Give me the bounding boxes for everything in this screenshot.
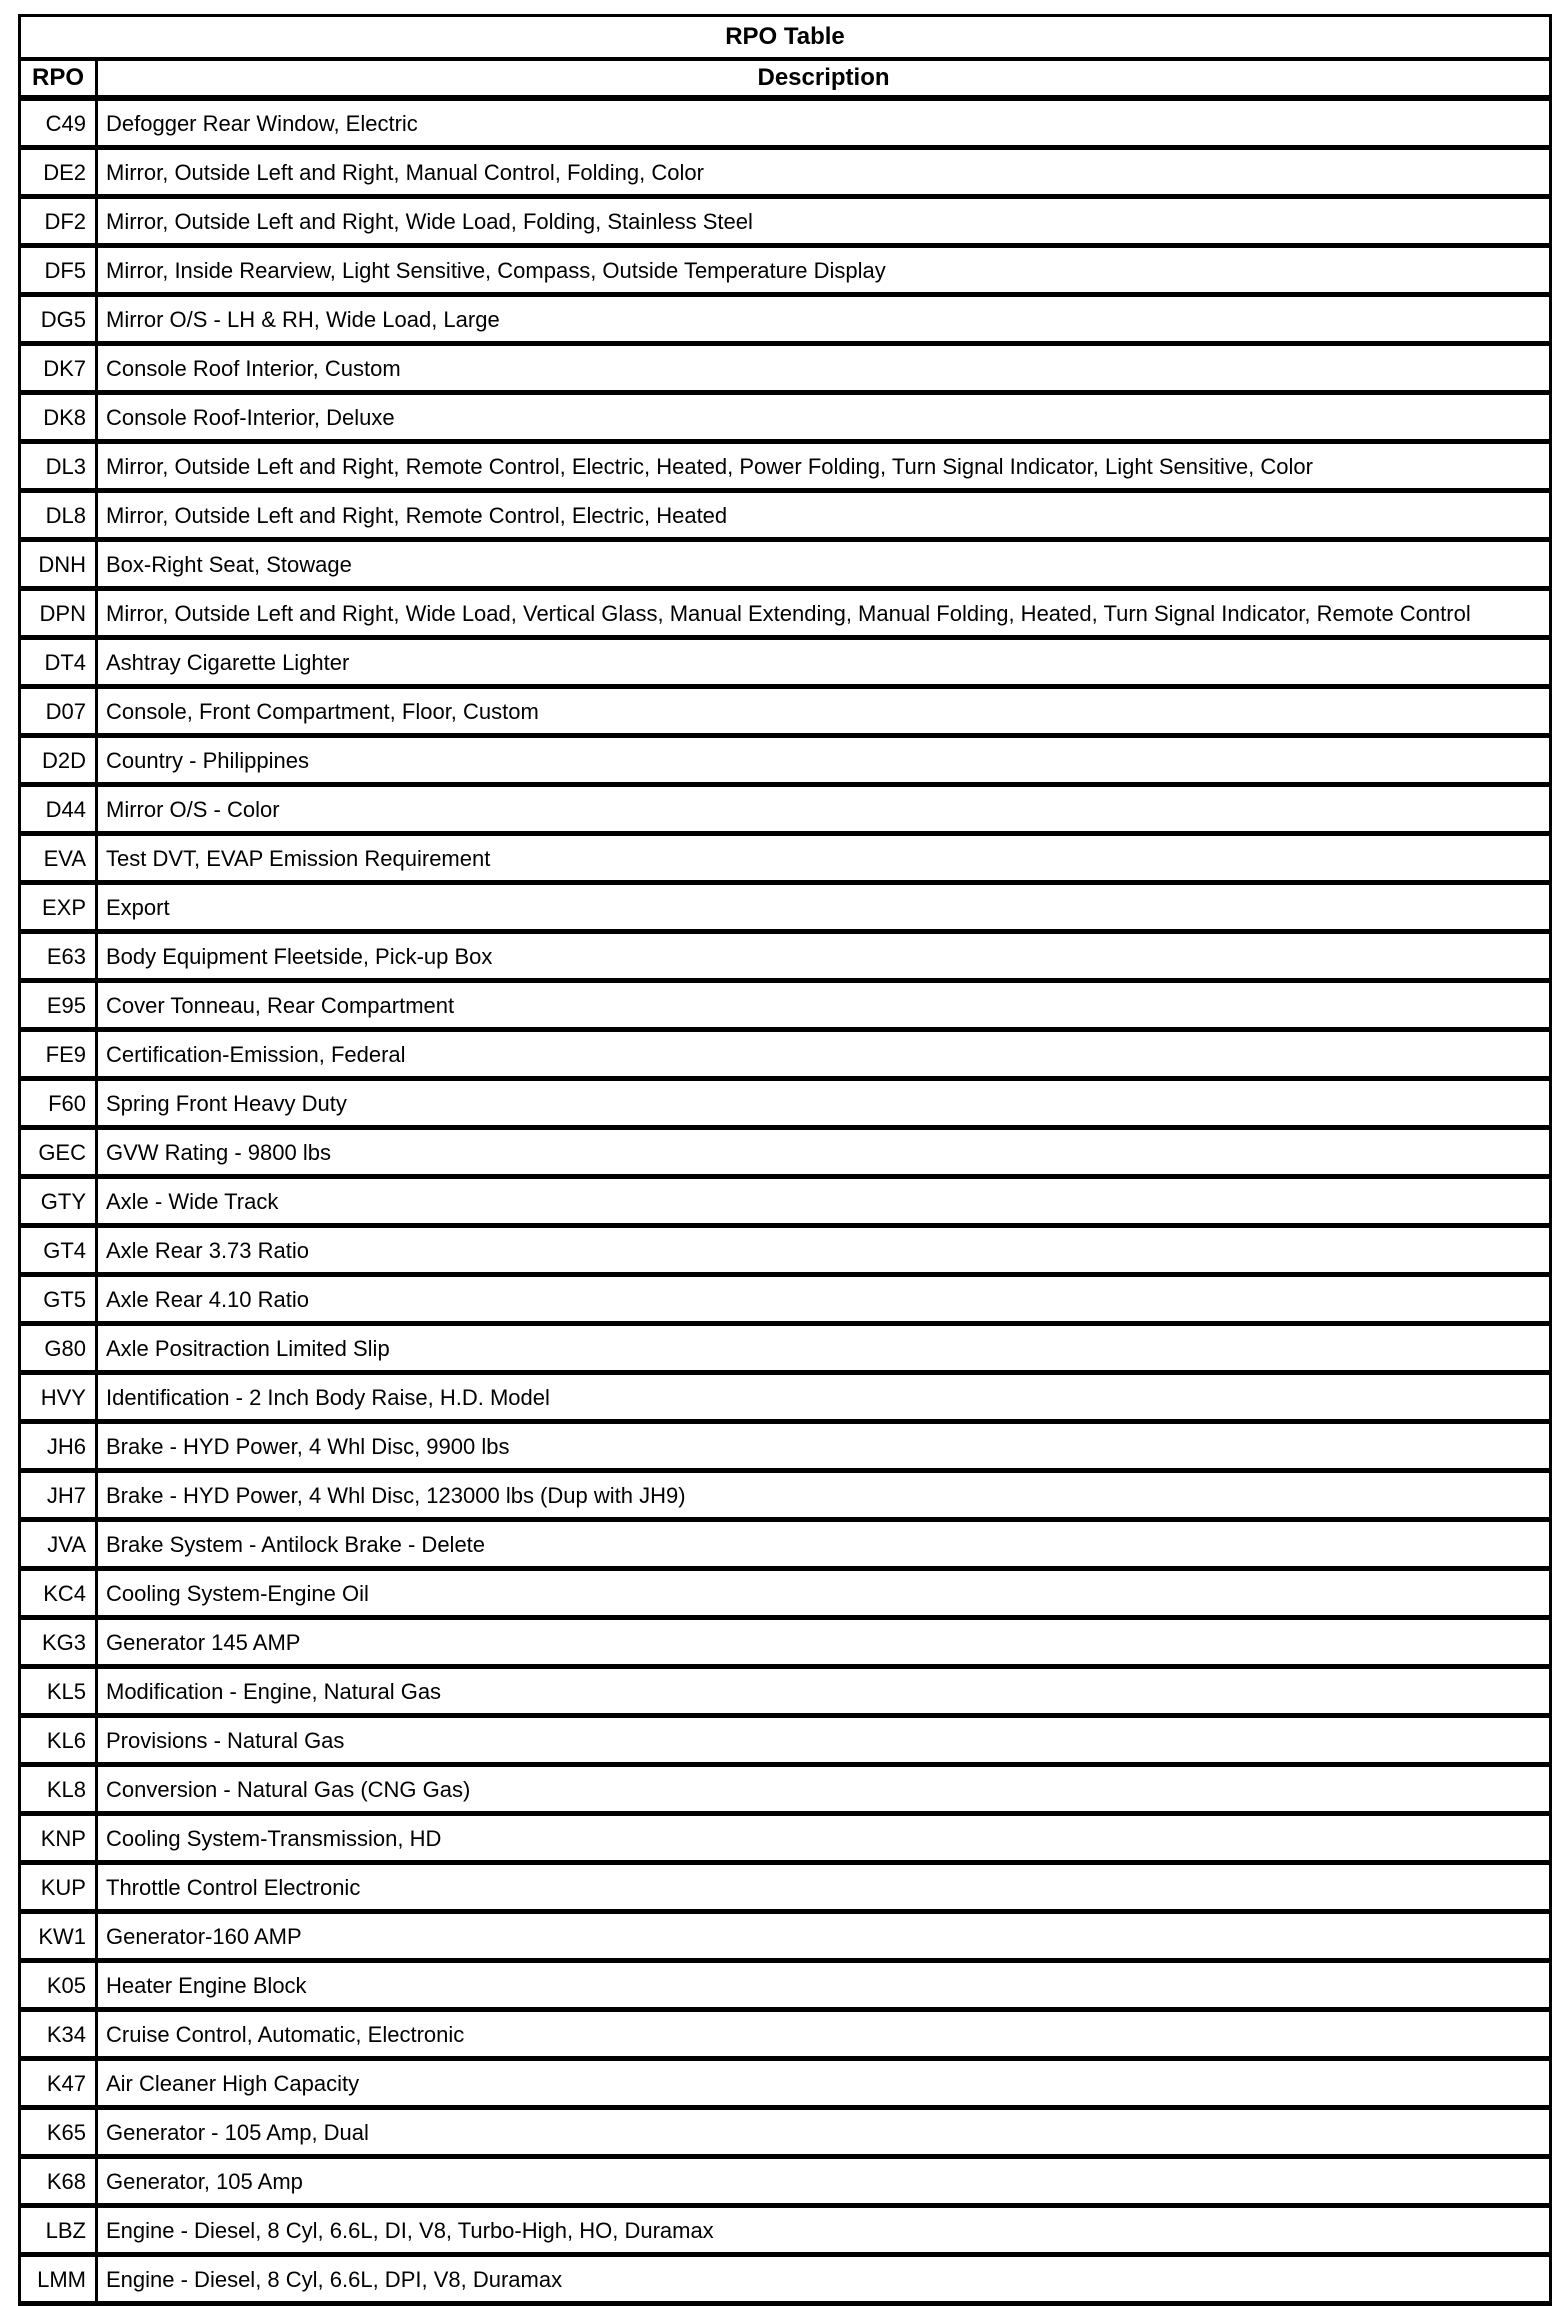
rpo-description: Mirror O/S - Color: [97, 785, 1551, 834]
rpo-description: Generator-160 AMP: [97, 1912, 1551, 1961]
rpo-table-head: [20, 16, 1551, 99]
rpo-code: HVY: [20, 1373, 97, 1422]
table-row: [20, 589, 1551, 638]
table-row: [20, 1324, 1551, 1373]
rpo-description: Brake - HYD Power, 4 Whl Disc, 9900 lbs: [97, 1422, 1551, 1471]
rpo-code: KNP: [20, 1814, 97, 1863]
rpo-code: DL3: [20, 442, 97, 491]
rpo-code: K34: [20, 2010, 97, 2059]
rpo-description: Engine - Diesel, 8 Cyl, 6.6L, DPI, V8, Duramax: [97, 2255, 1551, 2304]
rpo-description: Spring Front Heavy Duty: [97, 1079, 1551, 1128]
rpo-code: FE9: [20, 1030, 97, 1079]
table-title-row: [20, 16, 1551, 60]
rpo-description: Generator 145 AMP: [97, 1618, 1551, 1667]
rpo-code: DF5: [20, 246, 97, 295]
table-row: [20, 981, 1551, 1030]
table-row: [20, 1961, 1551, 2010]
table-row: [20, 1520, 1551, 1569]
rpo-code: JVA: [20, 1520, 97, 1569]
rpo-description: Brake - HYD Power, 4 Whl Disc, 123000 lbs (Dup with JH9): [97, 1471, 1551, 1520]
table-row: [20, 1422, 1551, 1471]
table-row: [20, 393, 1551, 442]
rpo-description: Axle Positraction Limited Slip: [97, 1324, 1551, 1373]
rpo-description: Axle Rear 4.10 Ratio: [97, 1275, 1551, 1324]
rpo-description: Console, Front Compartment, Floor, Custom: [97, 687, 1551, 736]
rpo-description: Certification-Emission, Federal: [97, 1030, 1551, 1079]
rpo-code: K68: [20, 2157, 97, 2206]
rpo-description: Ashtray Cigarette Lighter: [97, 638, 1551, 687]
rpo-code: E63: [20, 932, 97, 981]
rpo-code: EXP: [20, 883, 97, 932]
rpo-code: D07: [20, 687, 97, 736]
table-row: [20, 1618, 1551, 1667]
rpo-code: DF2: [20, 197, 97, 246]
rpo-code: DT4: [20, 638, 97, 687]
rpo-description: Country - Philippines: [97, 736, 1551, 785]
rpo-description: Modification - Engine, Natural Gas: [97, 1667, 1551, 1716]
table-row: [20, 98, 1551, 148]
rpo-code: K47: [20, 2059, 97, 2108]
table-row: [20, 1177, 1551, 1226]
rpo-description: Cruise Control, Automatic, Electronic: [97, 2010, 1551, 2059]
rpo-description: Body Equipment Fleetside, Pick-up Box: [97, 932, 1551, 981]
rpo-code: G80: [20, 1324, 97, 1373]
table-row: [20, 491, 1551, 540]
table-row: [20, 834, 1551, 883]
rpo-code: K05: [20, 1961, 97, 2010]
table-row: [20, 1765, 1551, 1814]
rpo-description: Brake System - Antilock Brake - Delete: [97, 1520, 1551, 1569]
rpo-code: E95: [20, 981, 97, 1030]
table-row: [20, 883, 1551, 932]
table-row: [20, 442, 1551, 491]
table-row: [20, 2157, 1551, 2206]
rpo-code: DPN: [20, 589, 97, 638]
rpo-code: JH6: [20, 1422, 97, 1471]
table-row: [20, 1716, 1551, 1765]
table-row: [20, 638, 1551, 687]
rpo-code: JH7: [20, 1471, 97, 1520]
table-row: [20, 2108, 1551, 2157]
table-row: [20, 736, 1551, 785]
rpo-code: GEC: [20, 1128, 97, 1177]
rpo-description: Cooling System-Engine Oil: [97, 1569, 1551, 1618]
rpo-description: Mirror, Outside Left and Right, Manual Control, Folding, Color: [97, 148, 1551, 197]
rpo-code: KL5: [20, 1667, 97, 1716]
table-row: [20, 687, 1551, 736]
table-row: [20, 2255, 1551, 2304]
table-row: [20, 1373, 1551, 1422]
rpo-code: KL6: [20, 1716, 97, 1765]
table-row: [20, 1863, 1551, 1912]
table-title: RPO Table: [20, 16, 1551, 60]
rpo-code: DL8: [20, 491, 97, 540]
rpo-description: Cover Tonneau, Rear Compartment: [97, 981, 1551, 1030]
table-header-row: [20, 59, 1551, 98]
rpo-description: GVW Rating - 9800 lbs: [97, 1128, 1551, 1177]
table-row: [20, 1569, 1551, 1618]
table-body: [20, 98, 1551, 2304]
rpo-description: Test DVT, EVAP Emission Requirement: [97, 834, 1551, 883]
rpo-description: Mirror, Outside Left and Right, Wide Load, Vertical Glass, Manual Extending, Manual Folding, Heated, Turn Signal Indicator, Remote Control: [97, 589, 1551, 638]
rpo-description: Throttle Control Electronic: [97, 1863, 1551, 1912]
rpo-description: Mirror, Outside Left and Right, Remote Control, Electric, Heated: [97, 491, 1551, 540]
column-header-rpo: RPO: [20, 59, 97, 98]
rpo-code: F60: [20, 1079, 97, 1128]
rpo-code: DK8: [20, 393, 97, 442]
rpo-code: LBZ: [20, 2206, 97, 2255]
rpo-description: Identification - 2 Inch Body Raise, H.D. Model: [97, 1373, 1551, 1422]
rpo-description: Provisions - Natural Gas: [97, 1716, 1551, 1765]
rpo-description: Engine - Diesel, 8 Cyl, 6.6L, DI, V8, Turbo-High, HO, Duramax: [97, 2206, 1551, 2255]
rpo-code: EVA: [20, 834, 97, 883]
rpo-description: Defogger Rear Window, Electric: [97, 98, 1551, 148]
rpo-description: Mirror, Outside Left and Right, Wide Load, Folding, Stainless Steel: [97, 197, 1551, 246]
rpo-description: Air Cleaner High Capacity: [97, 2059, 1551, 2108]
rpo-description: Generator, 105 Amp: [97, 2157, 1551, 2206]
rpo-code: K65: [20, 2108, 97, 2157]
column-header-description: Description: [97, 59, 1551, 98]
rpo-description: Console Roof Interior, Custom: [97, 344, 1551, 393]
rpo-code: KW1: [20, 1912, 97, 1961]
table-row: [20, 1667, 1551, 1716]
table-row: [20, 2059, 1551, 2108]
table-row: [20, 785, 1551, 834]
table-row: [20, 1226, 1551, 1275]
rpo-description: Heater Engine Block: [97, 1961, 1551, 2010]
rpo-description: Mirror, Inside Rearview, Light Sensitive, Compass, Outside Temperature Display: [97, 246, 1551, 295]
table-row: [20, 1471, 1551, 1520]
table-row: [20, 2206, 1551, 2255]
table-row: [20, 540, 1551, 589]
table-row: [20, 932, 1551, 981]
table-row: [20, 246, 1551, 295]
rpo-code: KG3: [20, 1618, 97, 1667]
rpo-code: DNH: [20, 540, 97, 589]
rpo-code: GT5: [20, 1275, 97, 1324]
rpo-code: LMM: [20, 2255, 97, 2304]
rpo-code: GT4: [20, 1226, 97, 1275]
table-row: [20, 344, 1551, 393]
rpo-code: KC4: [20, 1569, 97, 1618]
table-row: [20, 1912, 1551, 1961]
table-row: [20, 1275, 1551, 1324]
rpo-code: DE2: [20, 148, 97, 197]
rpo-code: D2D: [20, 736, 97, 785]
table-row: [20, 295, 1551, 344]
rpo-description: Axle Rear 3.73 Ratio: [97, 1226, 1551, 1275]
rpo-description: Cooling System-Transmission, HD: [97, 1814, 1551, 1863]
table-row: [20, 197, 1551, 246]
rpo-description: Mirror, Outside Left and Right, Remote Control, Electric, Heated, Power Folding, Turn Signal Indicator, Light Sensitive, Color: [97, 442, 1551, 491]
rpo-description: Generator - 105 Amp, Dual: [97, 2108, 1551, 2157]
rpo-code: C49: [20, 98, 97, 148]
table-row: [20, 1030, 1551, 1079]
rpo-description: Mirror O/S - LH & RH, Wide Load, Large: [97, 295, 1551, 344]
rpo-code: DK7: [20, 344, 97, 393]
rpo-description: Conversion - Natural Gas (CNG Gas): [97, 1765, 1551, 1814]
table-row: [20, 1079, 1551, 1128]
rpo-code: D44: [20, 785, 97, 834]
rpo-code: GTY: [20, 1177, 97, 1226]
table-row: [20, 1128, 1551, 1177]
rpo-description: Axle - Wide Track: [97, 1177, 1551, 1226]
table-row: [20, 2010, 1551, 2059]
rpo-description: Console Roof-Interior, Deluxe: [97, 393, 1551, 442]
rpo-description: Box-Right Seat, Stowage: [97, 540, 1551, 589]
rpo-description: Export: [97, 883, 1551, 932]
rpo-code: KUP: [20, 1863, 97, 1912]
table-row: [20, 148, 1551, 197]
table-row: [20, 1814, 1551, 1863]
rpo-code: DG5: [20, 295, 97, 344]
rpo-code: KL8: [20, 1765, 97, 1814]
rpo-table: [18, 14, 1552, 2306]
